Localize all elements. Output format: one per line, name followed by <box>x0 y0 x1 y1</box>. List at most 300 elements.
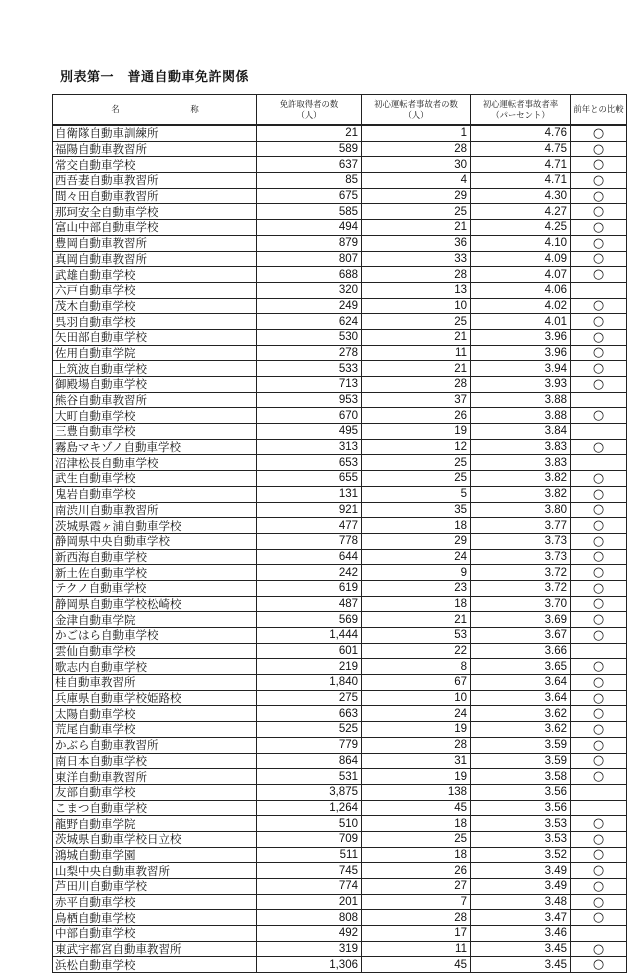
comparison-mark-cell: ○ <box>571 486 627 502</box>
school-name-cell: 鬼岩自動車学校 <box>53 486 257 502</box>
accidents-cell: 29 <box>362 533 471 549</box>
school-name-cell: 新土佐自動車学校 <box>53 565 257 581</box>
rate-cell: 4.06 <box>471 282 571 298</box>
accidents-cell: 21 <box>362 329 471 345</box>
school-name-cell: 熊谷自動車教習所 <box>53 392 257 408</box>
table-row <box>53 267 627 283</box>
accidents-cell: 28 <box>362 377 471 393</box>
rate-cell: 3.73 <box>471 533 571 549</box>
accidents-cell: 29 <box>362 188 471 204</box>
licensees-cell: 655 <box>257 471 362 487</box>
comparison-mark-cell: ○ <box>571 377 627 393</box>
table-row <box>53 612 627 628</box>
accidents-cell: 28 <box>362 267 471 283</box>
comparison-mark-cell <box>571 643 627 659</box>
school-name-cell: 南渋川自動車教習所 <box>53 502 257 518</box>
comparison-mark-cell: ○ <box>571 235 627 251</box>
licensees-cell: 242 <box>257 565 362 581</box>
rate-cell: 3.82 <box>471 486 571 502</box>
accidents-cell: 30 <box>362 157 471 173</box>
licensees-cell: 495 <box>257 424 362 440</box>
licensees-cell: 879 <box>257 235 362 251</box>
table-row <box>53 690 627 706</box>
licensees-cell: 511 <box>257 847 362 863</box>
comparison-mark-cell: ○ <box>571 580 627 596</box>
rate-cell: 3.82 <box>471 471 571 487</box>
school-name-cell: 南日本自動車学校 <box>53 753 257 769</box>
rate-cell: 3.88 <box>471 392 571 408</box>
rate-cell: 3.84 <box>471 424 571 440</box>
accidents-cell: 25 <box>362 831 471 847</box>
rate-cell: 4.76 <box>471 125 571 141</box>
accidents-cell: 31 <box>362 753 471 769</box>
licensees-cell: 713 <box>257 377 362 393</box>
table-row <box>53 847 627 863</box>
table-row <box>53 784 627 800</box>
table-row <box>53 659 627 675</box>
accidents-cell: 25 <box>362 471 471 487</box>
rate-cell: 3.52 <box>471 847 571 863</box>
table-row <box>53 863 627 879</box>
rate-cell: 3.72 <box>471 580 571 596</box>
school-name-cell: 静岡県自動車学校松崎校 <box>53 596 257 612</box>
comparison-mark-cell: ○ <box>571 329 627 345</box>
rate-cell: 3.96 <box>471 345 571 361</box>
comparison-mark-cell: ○ <box>571 659 627 675</box>
comparison-mark-cell: ○ <box>571 298 627 314</box>
accidents-cell: 22 <box>362 643 471 659</box>
rate-cell: 3.48 <box>471 894 571 910</box>
accidents-cell: 19 <box>362 424 471 440</box>
school-name-cell: 中部自動車学校 <box>53 926 257 942</box>
table-row <box>53 533 627 549</box>
school-name-cell: 東武宇都宮自動車教習所 <box>53 941 257 957</box>
licensees-cell: 319 <box>257 941 362 957</box>
table-row <box>53 737 627 753</box>
table-row <box>53 580 627 596</box>
comparison-mark-cell: ○ <box>571 957 627 973</box>
accidents-cell: 25 <box>362 204 471 220</box>
accidents-cell: 24 <box>362 706 471 722</box>
comparison-mark-cell: ○ <box>571 847 627 863</box>
table-row <box>53 471 627 487</box>
licensees-cell: 778 <box>257 533 362 549</box>
rate-cell: 4.09 <box>471 251 571 267</box>
rate-cell: 4.27 <box>471 204 571 220</box>
rate-cell: 3.47 <box>471 910 571 926</box>
licensees-cell: 709 <box>257 831 362 847</box>
accidents-cell: 21 <box>362 220 471 236</box>
licensees-cell: 808 <box>257 910 362 926</box>
rate-cell: 3.62 <box>471 706 571 722</box>
accidents-cell: 33 <box>362 251 471 267</box>
school-name-cell: 茨城県自動車学校日立校 <box>53 831 257 847</box>
rate-cell: 3.59 <box>471 753 571 769</box>
rate-cell: 4.30 <box>471 188 571 204</box>
accidents-cell: 1 <box>362 125 471 141</box>
license-table <box>52 94 627 973</box>
comparison-mark-cell: ○ <box>571 690 627 706</box>
school-name-cell: 赤平自動車学校 <box>53 894 257 910</box>
school-name-cell: 武雄自動車学校 <box>53 267 257 283</box>
school-name-cell: 真岡自動車教習所 <box>53 251 257 267</box>
rate-cell: 3.72 <box>471 565 571 581</box>
school-name-cell: こまつ自動車学校 <box>53 800 257 816</box>
comparison-mark-cell: ○ <box>571 533 627 549</box>
table-row <box>53 204 627 220</box>
table-row <box>53 816 627 832</box>
accidents-cell: 19 <box>362 722 471 738</box>
accidents-cell: 45 <box>362 957 471 973</box>
licensees-cell: 663 <box>257 706 362 722</box>
licensees-cell: 492 <box>257 926 362 942</box>
licensees-cell: 774 <box>257 879 362 895</box>
rate-cell: 4.02 <box>471 298 571 314</box>
rate-cell: 3.58 <box>471 769 571 785</box>
comparison-mark-cell: ○ <box>571 173 627 189</box>
comparison-mark-cell: ○ <box>571 706 627 722</box>
licensees-cell: 624 <box>257 314 362 330</box>
comparison-mark-cell: ○ <box>571 345 627 361</box>
school-name-cell: 兵庫県自動車学校姫路校 <box>53 690 257 706</box>
table-row <box>53 408 627 424</box>
rate-cell: 3.56 <box>471 800 571 816</box>
school-name-cell: 茨城県霞ヶ浦自動車学校 <box>53 518 257 534</box>
comparison-mark-cell: ○ <box>571 596 627 612</box>
comparison-mark-cell: ○ <box>571 753 627 769</box>
school-name-cell: 那珂安全自動車学校 <box>53 204 257 220</box>
licensees-cell: 864 <box>257 753 362 769</box>
table-row <box>53 361 627 377</box>
rate-cell: 3.64 <box>471 675 571 691</box>
header-comparison: 前年との比較 <box>571 95 627 126</box>
licensees-cell: 745 <box>257 863 362 879</box>
licensees-cell: 779 <box>257 737 362 753</box>
licensees-cell: 637 <box>257 157 362 173</box>
licensees-cell: 1,444 <box>257 628 362 644</box>
licensees-cell: 510 <box>257 816 362 832</box>
school-name-cell: 雲仙自動車学校 <box>53 643 257 659</box>
accidents-cell: 25 <box>362 455 471 471</box>
comparison-mark-cell: ○ <box>571 251 627 267</box>
licensees-cell: 953 <box>257 392 362 408</box>
comparison-mark-cell: ○ <box>571 894 627 910</box>
table-row <box>53 941 627 957</box>
rate-cell: 3.53 <box>471 831 571 847</box>
rate-cell: 3.69 <box>471 612 571 628</box>
rate-cell: 3.73 <box>471 549 571 565</box>
licensees-cell: 533 <box>257 361 362 377</box>
licensees-cell: 525 <box>257 722 362 738</box>
licensees-cell: 619 <box>257 580 362 596</box>
rate-cell: 3.45 <box>471 957 571 973</box>
licensees-cell: 249 <box>257 298 362 314</box>
licensees-cell: 653 <box>257 455 362 471</box>
table-row <box>53 769 627 785</box>
table-row <box>53 894 627 910</box>
comparison-mark-cell <box>571 424 627 440</box>
school-name-cell: 呉羽自動車学校 <box>53 314 257 330</box>
comparison-mark-cell: ○ <box>571 502 627 518</box>
school-name-cell: 友部自動車学校 <box>53 784 257 800</box>
school-name-cell: かごはら自動車学校 <box>53 628 257 644</box>
school-name-cell: 沼津松長自動車学校 <box>53 455 257 471</box>
school-name-cell: 間々田自動車教習所 <box>53 188 257 204</box>
comparison-mark-cell: ○ <box>571 769 627 785</box>
licensees-cell: 494 <box>257 220 362 236</box>
comparison-mark-cell: ○ <box>571 141 627 157</box>
header-accidents: 初心運転者事故者の数 （人） <box>362 95 471 126</box>
table-row <box>53 486 627 502</box>
table-row <box>53 910 627 926</box>
comparison-mark-cell: ○ <box>571 722 627 738</box>
licensees-cell: 921 <box>257 502 362 518</box>
licensees-cell: 589 <box>257 141 362 157</box>
accidents-cell: 21 <box>362 612 471 628</box>
table-row <box>53 596 627 612</box>
comparison-mark-cell <box>571 392 627 408</box>
comparison-mark-cell: ○ <box>571 125 627 141</box>
table-row <box>53 235 627 251</box>
licensees-cell: 601 <box>257 643 362 659</box>
school-name-cell: 御殿場自動車学校 <box>53 377 257 393</box>
school-name-cell: 静岡県中央自動車学校 <box>53 533 257 549</box>
accidents-cell: 18 <box>362 847 471 863</box>
comparison-mark-cell <box>571 455 627 471</box>
licensees-cell: 320 <box>257 282 362 298</box>
licensees-cell: 688 <box>257 267 362 283</box>
table-row <box>53 675 627 691</box>
school-name-cell: 荒尾自動車学校 <box>53 722 257 738</box>
comparison-mark-cell <box>571 926 627 942</box>
accidents-cell: 25 <box>362 314 471 330</box>
comparison-mark-cell: ○ <box>571 408 627 424</box>
accidents-cell: 35 <box>362 502 471 518</box>
school-name-cell: 福陽自動車教習所 <box>53 141 257 157</box>
rate-cell: 3.67 <box>471 628 571 644</box>
school-name-cell: 矢田部自動車学校 <box>53 329 257 345</box>
accidents-cell: 27 <box>362 879 471 895</box>
licensees-cell: 219 <box>257 659 362 675</box>
table-row <box>53 329 627 345</box>
rate-cell: 3.65 <box>471 659 571 675</box>
school-name-cell: 三豊自動車学校 <box>53 424 257 440</box>
header-row <box>53 95 627 126</box>
table-row <box>53 879 627 895</box>
table-body <box>53 125 627 973</box>
table-row <box>53 173 627 189</box>
school-name-cell: テクノ自動車学校 <box>53 580 257 596</box>
table-row <box>53 188 627 204</box>
rate-cell: 3.93 <box>471 377 571 393</box>
table-row <box>53 518 627 534</box>
accidents-cell: 23 <box>362 580 471 596</box>
rate-cell: 3.56 <box>471 784 571 800</box>
accidents-cell: 18 <box>362 596 471 612</box>
accidents-cell: 45 <box>362 800 471 816</box>
licensees-cell: 21 <box>257 125 362 141</box>
comparison-mark-cell: ○ <box>571 549 627 565</box>
rate-cell: 3.49 <box>471 863 571 879</box>
school-name-cell: 大町自動車学校 <box>53 408 257 424</box>
table-row <box>53 628 627 644</box>
accidents-cell: 10 <box>362 298 471 314</box>
licensees-cell: 85 <box>257 173 362 189</box>
comparison-mark-cell: ○ <box>571 675 627 691</box>
licensees-cell: 644 <box>257 549 362 565</box>
rate-cell: 3.83 <box>471 455 571 471</box>
accidents-cell: 9 <box>362 565 471 581</box>
comparison-mark-cell: ○ <box>571 628 627 644</box>
accidents-cell: 26 <box>362 408 471 424</box>
accidents-cell: 21 <box>362 361 471 377</box>
table-row <box>53 251 627 267</box>
licensees-cell: 530 <box>257 329 362 345</box>
accidents-cell: 18 <box>362 816 471 832</box>
rate-cell: 4.75 <box>471 141 571 157</box>
rate-cell: 3.64 <box>471 690 571 706</box>
school-name-cell: 山梨中央自動車教習所 <box>53 863 257 879</box>
header-licensees: 免許取得者の数 （人） <box>257 95 362 126</box>
rate-cell: 4.25 <box>471 220 571 236</box>
comparison-mark-cell: ○ <box>571 188 627 204</box>
comparison-mark-cell: ○ <box>571 267 627 283</box>
accidents-cell: 11 <box>362 345 471 361</box>
table-row <box>53 345 627 361</box>
comparison-mark-cell: ○ <box>571 518 627 534</box>
accidents-cell: 11 <box>362 941 471 957</box>
accidents-cell: 28 <box>362 141 471 157</box>
school-name-cell: 自衛隊自動車訓練所 <box>53 125 257 141</box>
school-name-cell: かぶら自動車教習所 <box>53 737 257 753</box>
table-row <box>53 800 627 816</box>
comparison-mark-cell: ○ <box>571 941 627 957</box>
licensees-cell: 675 <box>257 188 362 204</box>
comparison-mark-cell: ○ <box>571 831 627 847</box>
licensees-cell: 569 <box>257 612 362 628</box>
licensees-cell: 585 <box>257 204 362 220</box>
accidents-cell: 4 <box>362 173 471 189</box>
accidents-cell: 67 <box>362 675 471 691</box>
accidents-cell: 19 <box>362 769 471 785</box>
table-row <box>53 643 627 659</box>
licensees-cell: 3,875 <box>257 784 362 800</box>
accidents-cell: 53 <box>362 628 471 644</box>
rate-cell: 4.07 <box>471 267 571 283</box>
rate-cell: 3.45 <box>471 941 571 957</box>
rate-cell: 3.53 <box>471 816 571 832</box>
table-row <box>53 455 627 471</box>
school-name-cell: 歌志内自動車学校 <box>53 659 257 675</box>
accidents-cell: 17 <box>362 926 471 942</box>
accidents-cell: 18 <box>362 518 471 534</box>
licensees-cell: 1,840 <box>257 675 362 691</box>
school-name-cell: 金津自動車学院 <box>53 612 257 628</box>
header-name: 名 称 <box>53 95 257 126</box>
rate-cell: 4.01 <box>471 314 571 330</box>
rate-cell: 3.80 <box>471 502 571 518</box>
rate-cell: 3.66 <box>471 643 571 659</box>
rate-cell: 3.77 <box>471 518 571 534</box>
comparison-mark-cell <box>571 282 627 298</box>
school-name-cell: 浜松自動車学校 <box>53 957 257 973</box>
accidents-cell: 5 <box>362 486 471 502</box>
rate-cell: 3.46 <box>471 926 571 942</box>
school-name-cell: 鳥栖自動車学校 <box>53 910 257 926</box>
accidents-cell: 10 <box>362 690 471 706</box>
table-row <box>53 298 627 314</box>
rate-cell: 4.10 <box>471 235 571 251</box>
comparison-mark-cell: ○ <box>571 314 627 330</box>
table-row <box>53 282 627 298</box>
comparison-mark-cell: ○ <box>571 220 627 236</box>
accidents-cell: 7 <box>362 894 471 910</box>
school-name-cell: 西吾妻自動車教習所 <box>53 173 257 189</box>
rate-cell: 3.83 <box>471 439 571 455</box>
table-row <box>53 314 627 330</box>
licensees-cell: 1,264 <box>257 800 362 816</box>
rate-cell: 3.49 <box>471 879 571 895</box>
accidents-cell: 36 <box>362 235 471 251</box>
rate-cell: 4.71 <box>471 173 571 189</box>
table-row <box>53 424 627 440</box>
school-name-cell: 佐用自動車学院 <box>53 345 257 361</box>
comparison-mark-cell: ○ <box>571 737 627 753</box>
licensees-cell: 531 <box>257 769 362 785</box>
licensees-cell: 131 <box>257 486 362 502</box>
accidents-cell: 8 <box>362 659 471 675</box>
school-name-cell: 新西海自動車学校 <box>53 549 257 565</box>
accidents-cell: 28 <box>362 737 471 753</box>
rate-cell: 4.71 <box>471 157 571 173</box>
school-name-cell: 鴻城自動車学園 <box>53 847 257 863</box>
table-row <box>53 377 627 393</box>
table-row <box>53 157 627 173</box>
comparison-mark-cell: ○ <box>571 863 627 879</box>
table-row <box>53 141 627 157</box>
licensees-cell: 278 <box>257 345 362 361</box>
comparison-mark-cell: ○ <box>571 439 627 455</box>
licensees-cell: 670 <box>257 408 362 424</box>
school-name-cell: 東洋自動車教習所 <box>53 769 257 785</box>
comparison-mark-cell: ○ <box>571 361 627 377</box>
comparison-mark-cell: ○ <box>571 879 627 895</box>
school-name-cell: 富山中部自動車学校 <box>53 220 257 236</box>
licensees-cell: 313 <box>257 439 362 455</box>
accidents-cell: 138 <box>362 784 471 800</box>
school-name-cell: 桂自動車教習所 <box>53 675 257 691</box>
accidents-cell: 24 <box>362 549 471 565</box>
school-name-cell: 霧島マキゾノ自動車学校 <box>53 439 257 455</box>
page-title: 別表第一 普通自動車免許関係 <box>60 70 250 85</box>
header-rate: 初心運転者事故者率 （パーセント） <box>471 95 571 126</box>
table-row <box>53 549 627 565</box>
accidents-cell: 12 <box>362 439 471 455</box>
table-row <box>53 125 627 141</box>
school-name-cell: 常交自動車学校 <box>53 157 257 173</box>
table-row <box>53 831 627 847</box>
table-row <box>53 439 627 455</box>
table-row <box>53 753 627 769</box>
comparison-mark-cell: ○ <box>571 157 627 173</box>
school-name-cell: 武生自動車学校 <box>53 471 257 487</box>
table-row <box>53 220 627 236</box>
comparison-mark-cell: ○ <box>571 204 627 220</box>
school-name-cell: 太陽自動車学校 <box>53 706 257 722</box>
comparison-mark-cell <box>571 800 627 816</box>
table-row <box>53 957 627 973</box>
licensees-cell: 275 <box>257 690 362 706</box>
